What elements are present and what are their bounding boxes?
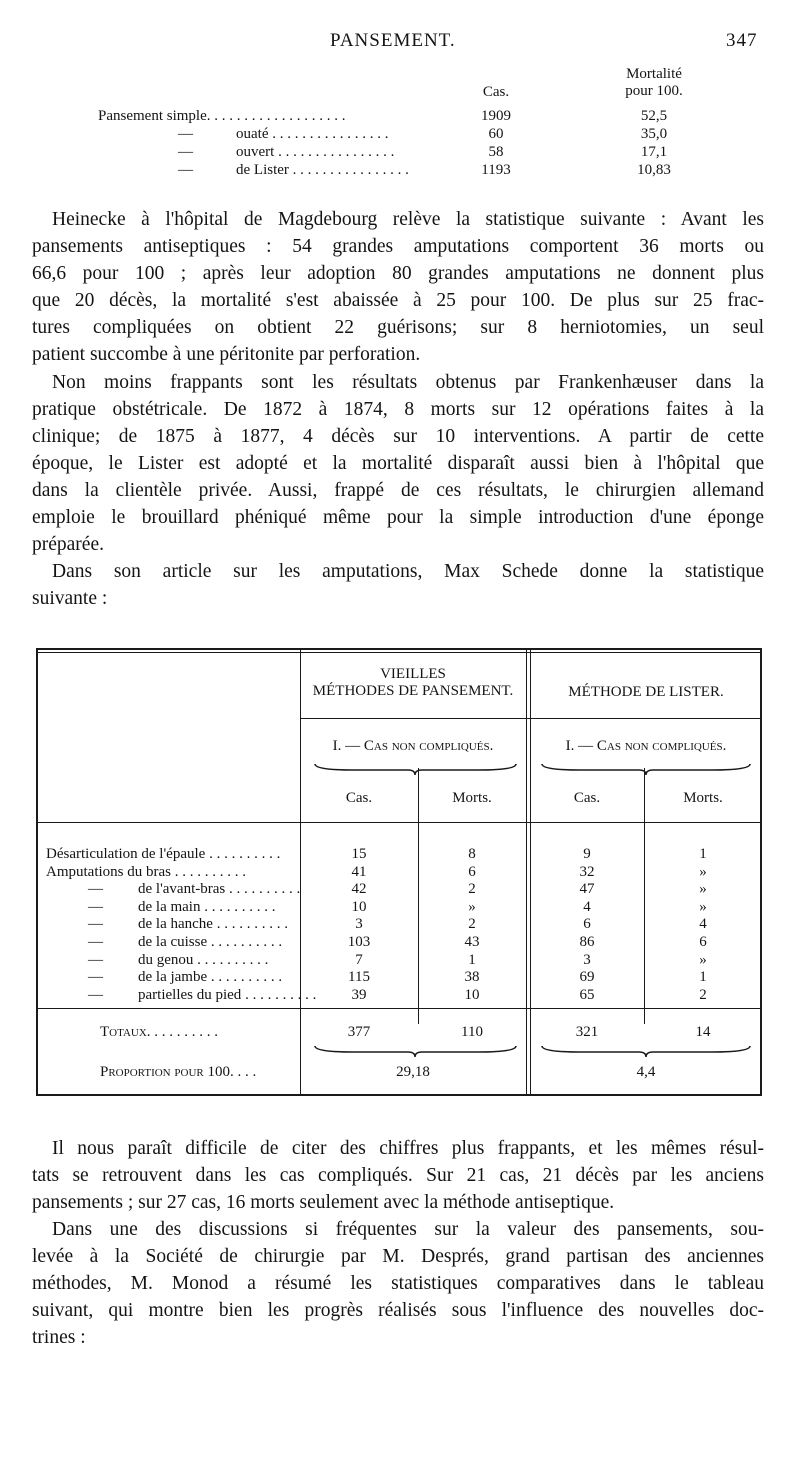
cell-cas-lister: 6 — [583, 916, 591, 933]
col-header-morts: Morts. — [683, 790, 723, 806]
cell-cas-vieilles: 15 — [351, 846, 367, 862]
mini-table-row — [38, 162, 738, 180]
row-label: Désarticulation de l'épaule . . . . . . . . . . — [46, 846, 281, 862]
ditto-dash: — — [178, 162, 193, 178]
cell-morts-lister: 6 — [699, 934, 707, 950]
text-line: dans la clientèle privée. Aussi, frappé de ces résultats, le chirurgien allemand — [32, 480, 764, 501]
column-brace — [313, 762, 518, 776]
group-header-vieilles-line1: VIEILLES — [380, 666, 446, 682]
cell-morts-lister: » — [699, 951, 707, 968]
cell-morts-lister: » — [699, 898, 707, 915]
cell-morts-lister: 2 — [699, 986, 707, 1003]
rule-group — [300, 718, 760, 719]
text-line: pansements antiseptiques : 54 grandes amputations comportent 36 morts ou — [32, 236, 764, 257]
row-label: de l'avant-bras . . . . . . . . . . — [138, 881, 301, 898]
row-label: de la main . . . . . . . . . . — [138, 898, 276, 915]
group-header-lister: MÉTHODE DE LISTER. — [568, 684, 724, 700]
text-line: Non moins frappants sont les résultats obtenus par Frankenhæuser dans la — [52, 372, 764, 393]
text-line: pratique obstétricale. De 1872 à 1874, 8 morts sur 12 opérations faites à la — [32, 399, 764, 420]
cell-cas-lister: 32 — [579, 863, 595, 880]
paragraph-monod — [32, 1216, 764, 1351]
text-line: emploie le brouillard phéniqué même pour la simple introduction d'une éponge — [32, 507, 764, 528]
cell-cas-vieilles: 103 — [347, 934, 371, 950]
cell-morts-vieilles: 38 — [464, 969, 480, 986]
cell-cas-vieilles: 115 — [348, 969, 370, 986]
row-label: partielles du pied . . . . . . . . . . — [138, 986, 317, 1003]
subheader-vieilles: I. — Cas non compliqués. — [332, 738, 494, 754]
text-line: clinique; de 1875 à 1877, 4 décès sur 10 interventions. A partir de cette — [32, 426, 764, 447]
text-line: trines : — [32, 1327, 86, 1348]
column-divider — [526, 650, 527, 1094]
group-header-vieilles — [300, 666, 526, 700]
cell-morts-lister: » — [699, 863, 707, 880]
cell-mortalite: 17,1 — [640, 144, 668, 160]
paragraph-frankenhaeuser — [32, 369, 764, 558]
cell-cas-lister: 65 — [579, 986, 595, 1003]
cell-cas-vieilles: 10 — [351, 898, 367, 915]
cell-morts-vieilles: 2 — [468, 916, 476, 933]
text-line: levée à la Société de chirurgie par M. Després, grand partisan des anciennes — [32, 1246, 764, 1267]
text-line: Heinecke à l'hôpital de Magdebourg relève la statistique suivante : Avant les — [52, 209, 764, 230]
cell-morts-vieilles: 10 — [464, 986, 480, 1003]
cell-cas-vieilles: 3 — [355, 916, 363, 933]
cell-morts-lister: 4 — [699, 916, 707, 933]
total-morts-lister: 14 — [695, 1024, 711, 1040]
row-label: de la cuisse . . . . . . . . . . — [138, 934, 283, 950]
cell-cas-lister: 3 — [583, 951, 591, 968]
rule-header — [38, 822, 760, 823]
col-header-mortalite — [594, 66, 714, 100]
text-line: suivante : — [32, 588, 108, 609]
total-cas-lister: 321 — [575, 1024, 599, 1040]
column-brace — [540, 762, 752, 776]
totals-label: Totaux. . . . . . . . . . — [100, 1024, 219, 1040]
ditto-dash: — — [88, 881, 103, 898]
col-header-mortalite-line2: pour 100. — [625, 83, 683, 99]
cell-cas-vieilles: 42 — [351, 881, 367, 898]
cell-cas: 58 — [488, 144, 504, 160]
amputation-statistics-table — [36, 648, 762, 1096]
cell-morts-vieilles: 43 — [464, 934, 480, 950]
text-line: pansements ; sur 27 cas, 16 morts seulement avec la méthode antiseptique. — [32, 1192, 615, 1213]
cell-cas: 1909 — [481, 108, 511, 124]
text-line: tats se retrouvent dans les cas compliqués. Sur 21 cas, 21 décès par les anciens — [32, 1165, 764, 1186]
row-label: de la jambe . . . . . . . . . . — [138, 969, 283, 986]
cell-mortalite: 52,5 — [640, 108, 668, 124]
row-label: du genou . . . . . . . . . . — [138, 951, 269, 968]
ditto-dash: — — [88, 951, 103, 968]
col-header-cas: Cas. — [482, 84, 510, 100]
rule-totals — [38, 1008, 760, 1009]
proportion-vieilles: 29,18 — [396, 1064, 430, 1080]
text-line: préparée. — [32, 534, 104, 555]
text-line: que 20 décès, la mortalité s'est abaissée à 25 pour 100. De plus sur 25 frac- — [32, 290, 764, 311]
paragraph-schede-intro — [32, 558, 764, 612]
mini-table-row — [38, 108, 738, 126]
cell-morts-lister: 1 — [699, 969, 707, 986]
col-header-mortalite-line1: Mortalité — [626, 66, 682, 82]
running-title: PANSEMENT. — [330, 30, 456, 51]
cell-morts-lister: » — [699, 881, 707, 898]
row-label: Amputations du bras . . . . . . . . . . — [46, 863, 246, 880]
ditto-dash: — — [178, 126, 193, 142]
page-number: 347 — [726, 30, 758, 51]
proportion-label: Proportion pour 100. . . . — [100, 1064, 257, 1080]
text-line: méthodes, M. Monod a résumé les statistiques comparatives dans le tableau — [32, 1273, 764, 1294]
mini-table-row — [38, 144, 738, 162]
ditto-dash: — — [88, 898, 103, 915]
ditto-dash: — — [88, 969, 103, 986]
cell-morts-vieilles: 1 — [468, 951, 476, 968]
text-line: patient succombe à une péritonite par perforation. — [32, 344, 421, 365]
total-morts-vieilles: 110 — [461, 1024, 483, 1040]
text-line: époque, le Lister est adopté et la mortalité disparaît aussi bien à l'hôpital que — [32, 453, 764, 474]
cell-mortalite: 35,0 — [640, 126, 668, 142]
row-label: de Lister . . . . . . . . . . . . . . . . — [236, 162, 409, 178]
cell-cas-lister: 86 — [579, 934, 595, 950]
text-line: tures compliquées on obtient 22 guérisons; sur 8 herniotomies, un seul — [32, 317, 764, 338]
cell-cas-vieilles: 41 — [351, 863, 367, 880]
paragraph-chiffres — [32, 1135, 764, 1216]
row-label: Pansement simple. . . . . . . . . . . . . . . . . . . — [98, 108, 346, 124]
cell-cas-vieilles: 7 — [355, 951, 363, 968]
cell-cas-lister: 47 — [579, 881, 595, 898]
total-brace — [540, 1044, 752, 1058]
col-header-cas: Cas. — [345, 790, 373, 806]
cell-mortalite: 10,83 — [637, 162, 671, 178]
cell-morts-vieilles: 2 — [468, 881, 476, 898]
cell-cas-vieilles: 39 — [351, 986, 367, 1003]
ditto-dash: — — [88, 986, 103, 1003]
cell-cas-lister: 9 — [583, 846, 591, 862]
cell-morts-vieilles: » — [468, 898, 476, 915]
mini-table-row — [38, 126, 738, 144]
row-label: ouvert . . . . . . . . . . . . . . . . — [236, 144, 395, 160]
text-line: Dans son article sur les amputations, Max Schede donne la statistique — [52, 561, 764, 582]
cell-cas-lister: 69 — [579, 969, 595, 986]
total-brace — [313, 1044, 518, 1058]
cell-morts-lister: 1 — [699, 846, 707, 862]
rule-top — [38, 652, 760, 653]
ditto-dash: — — [88, 934, 103, 950]
text-line: Il nous paraît difficile de citer des chiffres plus frappants, et les mêmes résul- — [52, 1138, 764, 1159]
row-label: ouaté . . . . . . . . . . . . . . . . — [236, 126, 389, 142]
col-header-morts: Morts. — [452, 790, 492, 806]
cell-cas: 60 — [488, 126, 504, 142]
cell-morts-vieilles: 6 — [468, 863, 476, 880]
cell-morts-vieilles: 8 — [468, 846, 476, 862]
ditto-dash: — — [178, 144, 193, 160]
cell-cas-lister: 4 — [583, 898, 591, 915]
subheader-lister: I. — Cas non compliqués. — [565, 738, 727, 754]
text-line: suivant, qui montre bien les progrès réalisés sous l'influence des nouvelles doc- — [32, 1300, 764, 1321]
text-line: Dans une des discussions si fréquentes sur la valeur des pansements, sou- — [52, 1219, 764, 1240]
row-label: de la hanche . . . . . . . . . . — [138, 916, 288, 933]
running-header — [0, 30, 800, 56]
group-header-vieilles-line2: MÉTHODES DE PANSEMENT. — [312, 683, 514, 699]
cell-cas: 1193 — [481, 162, 511, 178]
proportion-lister: 4,4 — [636, 1064, 656, 1080]
paragraph-heinecke — [32, 206, 764, 368]
ditto-dash: — — [88, 916, 103, 933]
col-header-cas: Cas. — [573, 790, 601, 806]
text-line: 66,6 pour 100 ; après leur adoption 80 grandes amputations ne donnent plus — [32, 263, 764, 284]
total-cas-vieilles: 377 — [347, 1024, 371, 1040]
